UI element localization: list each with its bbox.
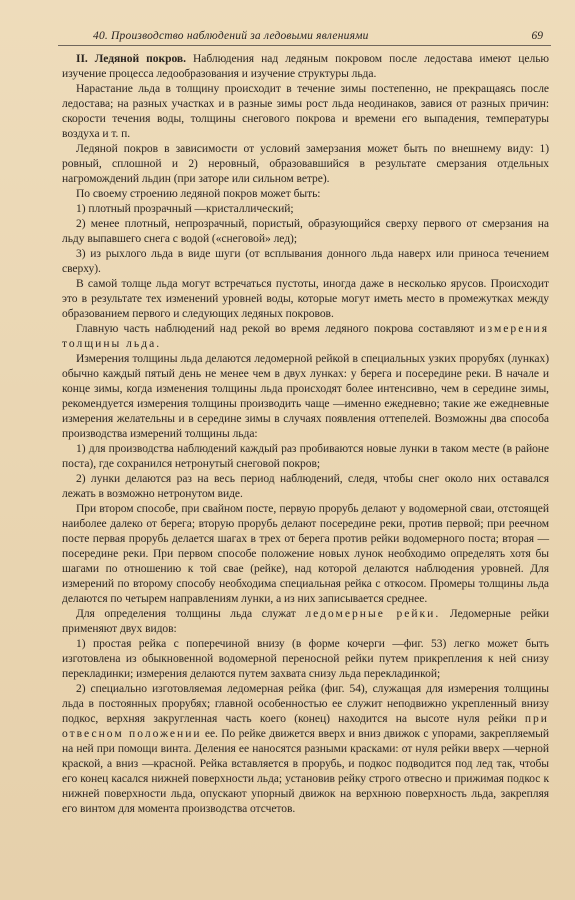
list-item-permanent-holes: 2) лунки делаются раз на весь период наблюдений, следя, чтобы снег около них оставался лежать в возможно нетронутом виде. — [62, 473, 549, 500]
paragraph-text: Главную часть наблюдений над рекой во время ледяного покрова составляют — [76, 323, 480, 335]
running-head: 40. Производство наблюдений за ледовыми явлениями — [93, 30, 369, 42]
paragraph-structure-intro: По своему строению ледяной покров может быть: — [76, 188, 321, 200]
paragraph-text: Наблюдения над ледяным покровом после ледостава имеют целью изучение процесса ледообразования и изучение структуры льда. — [62, 53, 549, 80]
paragraph-thickness-measurement: Измерения толщины льда делаются ледомерной рейкой в специальных узких прорубях (лунках) обычно каждый пятый день не менее чем в двух лунках: у берега и посередине реки. В начале и конце зимы, когда изменения толщины льда происходят более интенсивно, чем в середине зимы, рекомендуется измерения толщины производить чаще —именно ежедневно; такие же ежедневные измерения желательны и в середине зимы в случаях появления оттепелей. Возможны два способа производства измерений толщины льда: — [62, 353, 549, 440]
paragraph-voids: В самой толще льда могут встречаться пустоты, иногда даже в несколько ярусов. Происходит это в результате тех изменений уровней воды, которые могут иметь место в промежутках между образованием первого и следующих ледяных покровов. — [62, 278, 549, 320]
paragraph-ice-appearance: Ледяной покров в зависимости от условий замерзания может быть по внешнему виду: 1) ровный, сплошной и 2) неровный, образовавшийся в результате смерзания отдельных нагромождений льдин (при заторе или сильном ветре). — [62, 143, 549, 185]
section-title: II. Ледяной покров. — [76, 53, 186, 65]
paragraph-main-observations — [62, 322, 549, 352]
list-item-snow-ice: 2) менее плотный, непрозрачный, пористый, образующийся сверху первого от смерзания на льду выпавшего снега с водой («снеговой» лед); — [62, 218, 549, 245]
paragraph-text: Для определения толщины льда служат — [76, 608, 306, 620]
main-text — [62, 52, 549, 892]
page-number: 69 — [531, 30, 543, 42]
paragraph-ice-growth: Нарастание льда в толщину происходит в течение зимы постепенно, не прекращаясь после ледостава; на разных участках и в разные зимы рост льда неодинаков, завися от разных причин: скорости течения воды, толщины снегового покрова и времени его выпадения, температуры воздуха и т. п. — [62, 83, 549, 140]
paragraph-second-method: При втором способе, при свайном посте, первую прорубь делают у водомерной сваи, отстоящей наиболее далеко от берега; вторую прорубь делают посередине реки, против первой; при реечном посте первая прорубь делается шагах в трех от берега против рейки водомерного поста; вторая —посередине реки. При первом способе положение новых лунок необходимо определять хотя бы шагами по отношению к той свае (рейке), над которой делаются наблюдения уровней. Для измерений по второму способу необходима специальная рейка с откосом. Промеры толщины льда делаются по четырем направлениям лунки, а из них записывается среднее. — [62, 503, 549, 605]
paragraph-ice-cover-intro — [62, 52, 549, 82]
spaced-term: ледомерные рейки. — [305, 608, 441, 620]
spaced-term: измерения толщины льда. — [62, 323, 549, 350]
paragraph-text: ее. По рейке движется вверх и вниз движок с упорами, закрепляемый на ней при помощи винта. Деления ее наносятся разными красками: от нуля рейки вверх —черной краской, а вниз —красной. Рейка вставляется в прорубь, и подкос подводится под лед так, чтобы его конец касался нижней поверхности льда; установив рейку строго отвесно и прижимая подкос к нижней поверхности льда, опускают упорный движок на верхнюю поверхность льда, закрепляя его винтом для момента производства отсчетов. — [62, 728, 549, 815]
list-item-slush-ice: 3) из рыхлого льда в виде шуги (от всплывания донного льда наверх или приноса течением сверху). — [62, 248, 549, 275]
list-item-simple-rod: 1) простая рейка с поперечиной внизу (в форме кочерги —фиг. 53) легко может быть изготовлена из обыкновенной водомерной переносной рейки путем прикрепления к ней снизу перекладинки; измерения делаются путем захвата снизу льда перекладинкой; — [62, 638, 549, 680]
list-item-dense-ice: 1) плотный прозрачный —кристаллический; — [76, 203, 294, 215]
list-item-special-rod — [62, 682, 549, 817]
paragraph-ice-rods — [62, 607, 549, 637]
page-header — [58, 27, 551, 46]
paragraph-text: 2) специально изготовляемая ледомерная рейка (фиг. 54), служащая для измерения толщины льда в постоянных прорубях; главной особенностью ее служит неподвижно укрепленный внизу подкос, верхняя закругленная часть коего (конец) находится на высоте нуля рейки — [62, 683, 549, 725]
paragraph-text: Ледомерные рейки применяют двух видов: — [62, 608, 550, 635]
spaced-term: при отвесном положении — [62, 713, 549, 740]
list-item-new-holes: 1) для производства наблюдений каждый раз пробиваются новые лунки в таком месте (в районе поста), где сохранился нетронутый снеговой покров; — [62, 443, 549, 470]
